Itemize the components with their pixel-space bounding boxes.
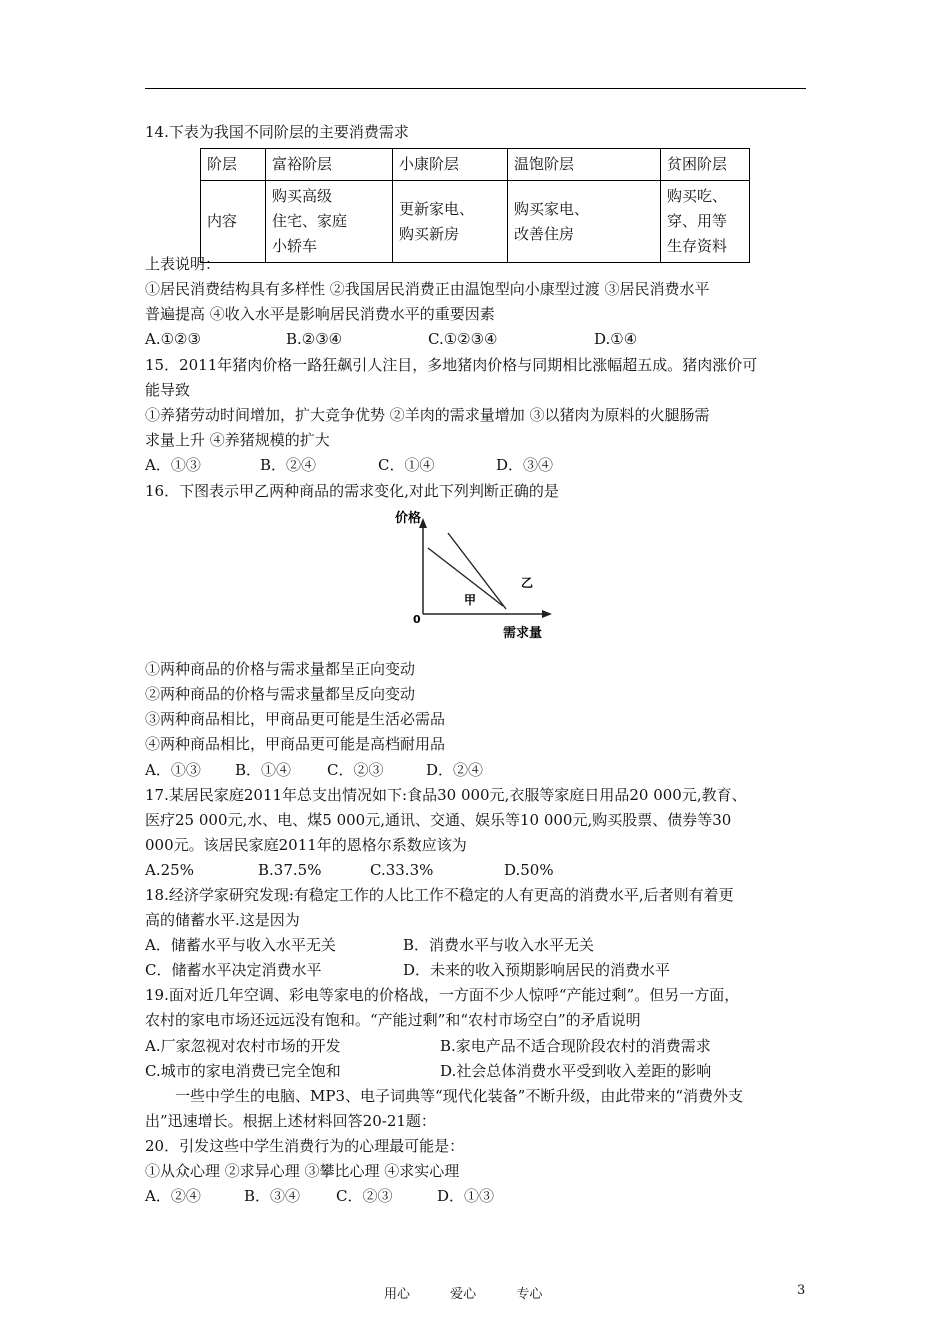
table-cell — [508, 181, 661, 263]
cell-line: 购买新房 — [399, 224, 460, 243]
q14-lead: 上表说明： — [145, 255, 221, 273]
q16-choice-d: D．②④ — [426, 761, 484, 779]
series-label-jia: 甲 — [464, 593, 477, 607]
q17-line3: 000元。该居民家庭2011年的恩格尔系数应该为 — [145, 836, 467, 854]
series-label-yi: 乙 — [521, 576, 534, 590]
q14-choice-c: C.①②③④ — [428, 330, 498, 348]
demand-chart — [395, 506, 555, 644]
cell-line: 购买家电、 — [514, 199, 590, 218]
q18-line1: 18.经济学家研究发现:有稳定工作的人比工作不稳定的人有更高的消费水平,后者则有着更 — [145, 886, 734, 904]
q18-choice-a: A．储蓄水平与收入水平无关 — [145, 936, 336, 954]
q16-option-3: ③两种商品相比，甲商品更可能是生活必需品 — [145, 710, 446, 728]
material-line1: 一些中学生的电脑、MP3、电子词典等“现代化装备”不断升级，由此带来的“消费外支 — [175, 1087, 744, 1105]
header-rule — [145, 88, 806, 89]
q15-choice-c: C．①④ — [378, 456, 435, 474]
q17-choice-c: C.33.3% — [370, 861, 434, 879]
q15-choice-a: A．①③ — [145, 456, 201, 474]
q14-options-line2: 普遍提高 ④收入水平是影响居民消费水平的重要因素 — [145, 305, 495, 323]
q18-line2: 高的储蓄水平.这是因为 — [145, 911, 300, 929]
q16-choice-c: C．②③ — [327, 761, 384, 779]
q16-choice-b: B．①④ — [235, 761, 292, 779]
page-number: 3 — [797, 1283, 806, 1298]
q18-choice-c: C．储蓄水平决定消费水平 — [145, 961, 322, 979]
q19-choice-b: B.家电产品不适合现阶段农村的消费需求 — [440, 1037, 711, 1055]
cell-line: 小轿车 — [272, 237, 318, 255]
origin-label: 0 — [413, 613, 421, 626]
q19-choice-d: D.社会总体消费水平受到收入差距的影响 — [440, 1062, 712, 1080]
table-header-cell: 温饱阶层 — [508, 149, 661, 181]
table-header-cell: 阶层 — [201, 149, 266, 181]
q17-choice-d: D.50% — [504, 861, 554, 879]
q19-line2: 农村的家电市场还远远没有饱和。“产能过剩”和“农村市场空白”的矛盾说明 — [145, 1011, 641, 1029]
q19-choice-a: A.厂家忽视对农村市场的开发 — [145, 1037, 341, 1055]
q15-stem-line1: 15．2011年猪肉价格一路狂飙引人注目，多地猪肉价格与同期相比涨幅超五成。猪肉涨价可 — [145, 356, 758, 374]
table-cell — [266, 181, 393, 263]
q18-choice-b: B．消费水平与收入水平无关 — [403, 936, 595, 954]
consumption-table — [200, 148, 750, 263]
q17-line1: 17.某居民家庭2011年总支出情况如下:食品30 000元,衣服等家庭日用品20 000元,教育、 — [145, 786, 747, 804]
table-row-label: 内容 — [201, 181, 266, 263]
q17-choice-b: B.37.5% — [258, 861, 322, 879]
footer-item: 专心 — [516, 1287, 543, 1302]
footer-item: 爱心 — [450, 1287, 477, 1302]
q16-option-4: ④两种商品相比，甲商品更可能是高档耐用品 — [145, 735, 446, 753]
q19-line1: 19.面对近几年空调、彩电等家电的价格战，一方面不少人惊呼“产能过剩”。但另一方面， — [145, 986, 740, 1004]
y-axis-label: 价格 — [395, 511, 422, 526]
table-header-cell: 贫困阶层 — [661, 149, 750, 181]
q15-options-line2: 求量上升 ④养猪规模的扩大 — [145, 431, 330, 449]
q14-options-line1: ①居民消费结构具有多样性 ②我国居民消费正由温饱型向小康型过渡 ③居民消费水平 — [145, 280, 710, 298]
q15-choice-b: B．②④ — [260, 456, 317, 474]
q14-choice-a: A.①②③ — [145, 330, 201, 348]
cell-line: 穿、用等 — [667, 212, 728, 230]
x-axis-arrow — [542, 610, 552, 618]
table-header-cell: 富裕阶层 — [266, 149, 393, 181]
q14-stem: 14.下表为我国不同阶层的主要消费需求 — [145, 123, 409, 141]
page-footer — [384, 1283, 578, 1302]
q16-choice-a: A．①③ — [145, 761, 201, 779]
q20-stem: 20．引发这些中学生消费行为的心理最可能是： — [145, 1137, 465, 1155]
cell-line: 购买高级 — [272, 187, 333, 205]
table-row — [201, 181, 750, 263]
cell-line: 生存资料 — [667, 237, 728, 255]
q20-choice-b: B．③④ — [244, 1187, 301, 1205]
cell-line: 改善住房 — [514, 224, 575, 243]
table-header-cell: 小康阶层 — [393, 149, 508, 181]
q20-options: ①从众心理 ②求异心理 ③攀比心理 ④求实心理 — [145, 1162, 460, 1180]
q15-choice-d: D．③④ — [496, 456, 554, 474]
x-axis-label: 需求量 — [503, 626, 543, 641]
q20-choice-a: A．②④ — [145, 1187, 201, 1205]
q18-choice-d: D．未来的收入预期影响居民的消费水平 — [403, 961, 671, 979]
cell-line: 住宅、家庭 — [272, 212, 348, 230]
material-line2: 出”迅速增长。根据上述材料回答20-21题： — [145, 1112, 436, 1130]
cell-line: 购买吃、 — [667, 187, 728, 205]
q14-choice-b: B.②③④ — [286, 330, 343, 348]
q19-choice-c: C.城市的家电消费已完全饱和 — [145, 1062, 341, 1080]
q14-choice-d: D.①④ — [594, 330, 638, 348]
q20-choice-d: D．①③ — [437, 1187, 495, 1205]
q17-choice-a: A.25% — [145, 861, 194, 879]
q17-line2: 医疗25 000元,水、电、煤5 000元,通讯、交通、娱乐等10 000元,购买股票、债券等30 — [145, 811, 732, 829]
q20-choice-c: C．②③ — [336, 1187, 393, 1205]
table-cell — [393, 181, 508, 263]
table-header-row — [201, 149, 750, 181]
footer-item: 用心 — [384, 1287, 411, 1302]
q15-options-line1: ①养猪劳动时间增加，扩大竞争优势 ②羊肉的需求量增加 ③以猪肉为原料的火腿肠需 — [145, 406, 710, 424]
q16-stem: 16．下图表示甲乙两种商品的需求变化,对此下列判断正确的是 — [145, 482, 559, 500]
q16-option-2: ②两种商品的价格与需求量都呈反向变动 — [145, 685, 416, 703]
q15-stem-line2: 能导致 — [145, 381, 191, 399]
cell-line: 更新家电、 — [399, 199, 475, 218]
table-cell — [661, 181, 750, 263]
q16-option-1: ①两种商品的价格与需求量都呈正向变动 — [145, 660, 416, 678]
